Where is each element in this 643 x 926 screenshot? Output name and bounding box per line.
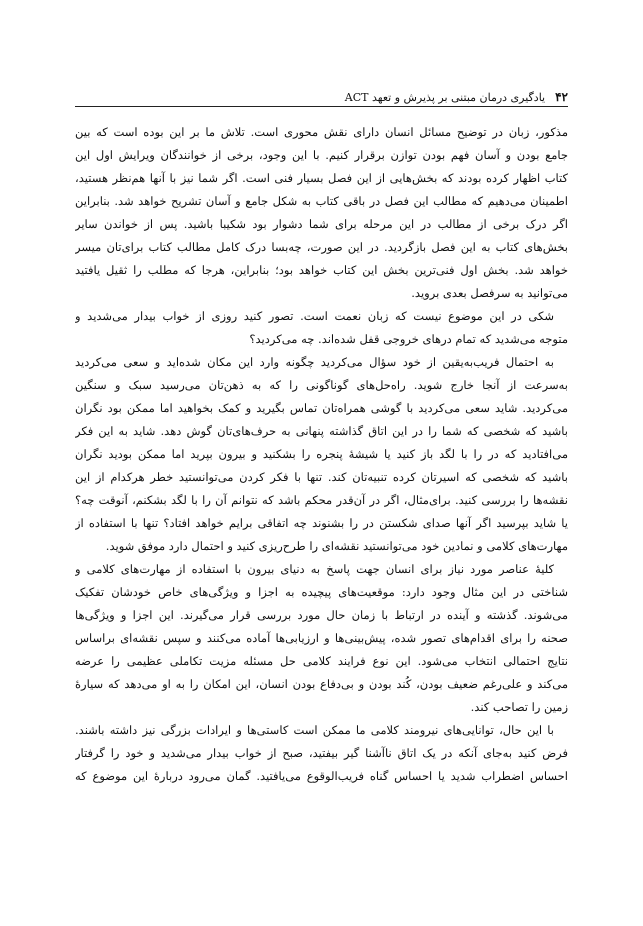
book-title: یادگیری درمان مبتنی بر پذیرش و تعهد ACT bbox=[344, 91, 546, 104]
text-line: خواهد شد. بخش اول فنی‌ترین بخش این کتاب خواهد بود؛ بنابراین، هرجا که مطلب را ثقیل یافتید bbox=[75, 263, 568, 277]
text-line: باشید که شخصی که اسیرتان کرده تنبیه‌تان کند. تنها با فکر کردن می‌توانستید خطر هرکدام از این bbox=[75, 470, 568, 484]
body-text bbox=[75, 121, 568, 788]
text-line: بخش‌های کتاب به این فصل بازگردید. در این صورت، چه‌بسا درک کامل مطالب کتاب برای‌تان میسر bbox=[75, 240, 568, 254]
header-rule bbox=[75, 106, 568, 107]
text-line: می‌کردید. شاید سعی می‌کردید با گوشی همراه‌تان تماس بگیرید و کمک بخواهید اما ممکن بود نگران bbox=[75, 401, 568, 415]
text-line: با این حال، توانایی‌های نیرومند کلامی ما ممکن است کاستی‌ها و ایرادات بزرگی نیز داشته باشند. bbox=[75, 723, 554, 737]
running-head bbox=[75, 84, 568, 104]
text-line: متوجه می‌شدید که تمام درهای خروجی قفل شده‌اند. چه می‌کردید؟ bbox=[249, 332, 568, 346]
text-line: مذکور، زبان در توضیح مسائل انسان دارای نقش محوری است. تلاش ما بر این بوده است که بین bbox=[75, 125, 568, 139]
text-line: نقشه‌ها را بررسی کنید. برای‌مثال، اگر در آن‌قدر محکم باشد که نتوانم آن را با لگد بشکنم، آنوقت چه؟ bbox=[75, 493, 568, 507]
text-line: یا شاید بپرسید اگر آنها صدای شکستن در را بشنوند چه اتفاقی برایم خواهد افتاد؟ تنها با استفاده از bbox=[75, 516, 568, 530]
text-line: می‌افتادید که در را با لگد باز کنید یا شیشهٔ پنجره را بشکنید و بیرون بپرید اما ممکن بودید نگران bbox=[75, 447, 568, 461]
text-line: احساس اضطراب شدید یا احساس گناه فریب‌الوقوع می‌یافتید. گمان می‌رود دربارهٔ این موضوع که bbox=[75, 769, 568, 783]
paragraph-5 bbox=[75, 719, 568, 788]
text-line: می‌شوند. گذشته و آینده در ارتباط با زمان حال مورد بررسی قرار می‌گیرند. این اجزا و ویژگی‌ها bbox=[75, 608, 568, 622]
text-line: باشید که شخصی که شما را در این اتاق گذاشته پنهانی به حرف‌های‌تان گوش دهد. شاید به این فکر bbox=[75, 424, 568, 438]
paragraph-1 bbox=[75, 121, 568, 305]
paragraph-4 bbox=[75, 558, 568, 719]
text-line: شکی در این موضوع نیست که زبان نعمت است. تصور کنید روزی از خواب بیدار می‌شدید و bbox=[75, 309, 554, 323]
text-line: کلیهٔ عناصر مورد نیاز برای انسان جهت پاسخ به دنیای بیرون با استفاده از مهارت‌های کلامی و bbox=[75, 562, 554, 576]
page-number: ۴۲ bbox=[555, 90, 568, 104]
text-line: صحنه را برای اقدام‌های تصور شده، پیش‌بینی‌ها و ارزیابی‌ها آماده می‌کنند و سپس نقشه‌ای براساس bbox=[75, 631, 568, 645]
text-line: به احتمال فریب‌به‌یقین از خود سؤال می‌کردید چگونه وارد این مکان شده‌اید و سعی می‌کردید bbox=[75, 355, 554, 369]
text-line: می‌کند و علی‌رغم ضعیف بودن، کُند بودن و بی‌دفاع بودن انسان، این امکان را به او می‌دهد که سیارهٔ bbox=[75, 677, 568, 691]
text-line: می‌توانید به سرفصل بعدی بروید. bbox=[411, 286, 568, 300]
text-line: نتایج احتمالی انتخاب می‌شود. این نوع فرایند کلامی حل مسئله مزیت تکاملی عظیمی را عرضه bbox=[75, 654, 568, 668]
text-line: کتاب اظهار کرده بودند که بخش‌هایی از این فصل بسیار فنی است. اگر شما نیز با آنها هم‌نظر هستید، bbox=[75, 171, 568, 185]
text-line: اگر درک برخی از مطالب در این مرحله برای شما دشوار بود شکیبا باشید. پس از خواندن سایر bbox=[75, 217, 568, 231]
text-line: به‌سرعت از آنجا خارج شوید. راه‌حل‌های گوناگونی را که به ذهن‌تان می‌رسید سبک و سنگین bbox=[75, 378, 568, 392]
text-line: اطمینان می‌دهیم که مطالب این فصل در باقی کتاب به شکل جامع و آسان تشریح خواهد شد. بنابراین bbox=[75, 194, 568, 208]
text-line: شناختی در این مثال وجود دارد: موقعیت‌های پیچیده به اجزا و ویژگی‌های خاص خودشان تفکیک bbox=[75, 585, 568, 599]
text-line: فرض کنید به‌جای آنکه در یک اتاق ناآشنا گیر بیفتید، صبح از خواب بیدار می‌شدید و خود را گرفتار bbox=[75, 746, 568, 760]
text-line: مهارت‌های کلامی و نمادین خود می‌توانستید نقشه‌ای را طرح‌ریزی کنید و احتمال دارد موفق شوید. bbox=[105, 539, 568, 553]
text-line: زمین را تصاحب کند. bbox=[470, 700, 568, 714]
paragraph-2 bbox=[75, 305, 568, 351]
paragraph-3 bbox=[75, 351, 568, 558]
text-line: جامع بودن و آسان فهم بودن توازن برقرار کنیم. با این وجود، برخی از خوانندگان ویرایش اول این bbox=[75, 148, 568, 162]
